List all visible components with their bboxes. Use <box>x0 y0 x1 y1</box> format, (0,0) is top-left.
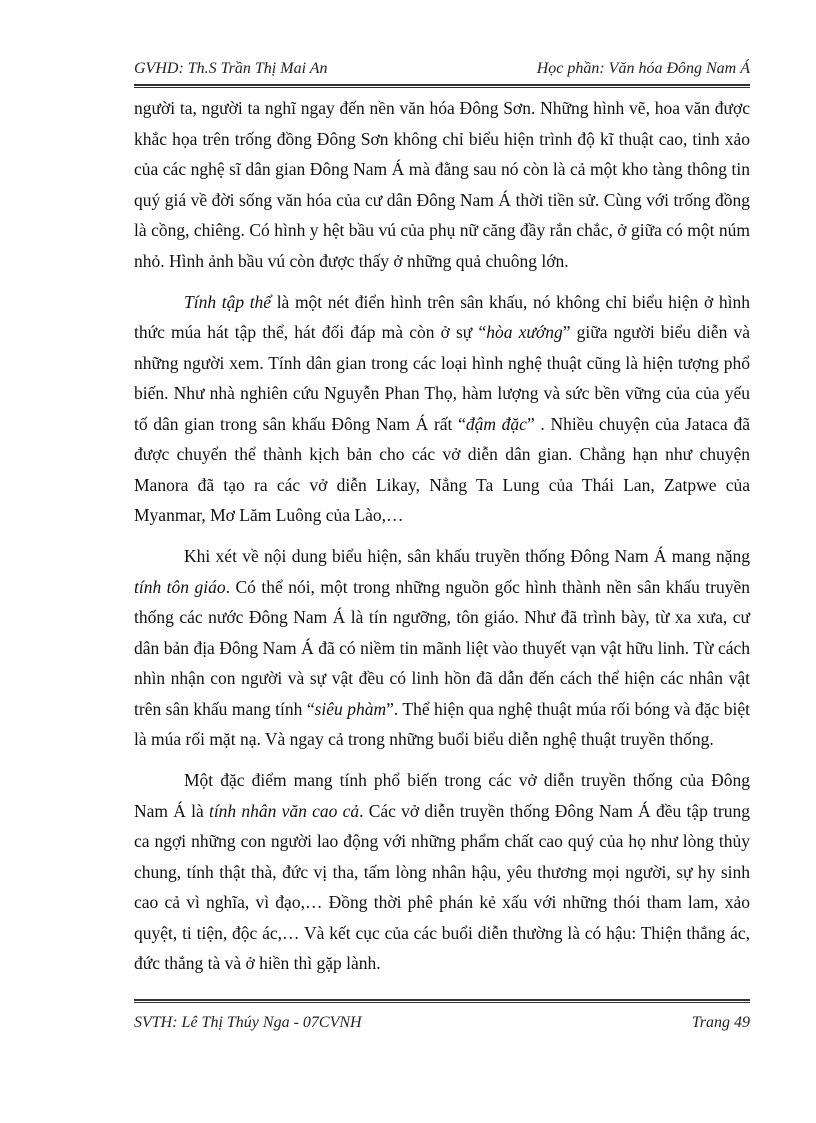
header-rule <box>134 84 750 88</box>
running-footer <box>134 1010 750 1036</box>
page-number: Trang 49 <box>691 1014 750 1031</box>
paragraph-4 <box>134 765 750 979</box>
running-header <box>134 54 750 84</box>
emphasis-text: tính nhân văn cao cả <box>208 800 360 821</box>
paragraph-1 <box>134 93 750 276</box>
emphasis-text: đậm đặc <box>465 413 527 434</box>
paragraph-text: là một nét điển hình trên sân khấu, nó không chỉ biểu hiện ở hình thức múa hát tập thể, hát đối đáp mà còn ở sự “ <box>134 291 750 342</box>
emphasis-text: hòa xướng <box>486 322 563 342</box>
header-course: Học phần: Văn hóa Đông Nam Á <box>536 60 750 77</box>
header-instructor: GVHD: Th.S Trần Thị Mai An <box>134 60 328 77</box>
paragraph-text: ” . Nhiều chuyện của Jataca đã được chuyển thể thành kịch bản cho các vở diễn dân gian. Chẳng hạn như chuyện Manora đã tạo ra các vở diễn Likay, Nẳng Ta Lung của Thái Lan, Zatpwe của Myanmar, Mơ Lăm Luông của Lào,… <box>134 413 751 525</box>
emphasis-text: tính tôn giáo <box>134 576 226 597</box>
paragraph-text: ”. Thể hiện qua nghệ thuật múa rối bóng và đặc biệt là múa rối mặt nạ. Và ngay cả trong những buổi biểu diễn nghệ thuật truyền thống. <box>134 698 750 749</box>
paragraph-text: . Các vở diễn truyền thống Đông Nam Á đều tập trung ca ngợi những con người lao động với những phẩm chất cao quý của họ như lòng thủy chung, tính thật thà, đức vị tha, tấm lòng nhân hậu, yêu thương mọi người, sự hy sinh cao cả vì nghĩa, vì đạo,… Đồng thời phê phán kẻ xấu với những thói tham lam, xảo quyệt, ti tiện, độc ác,… Và kết cục của các buổi diễn thường là có hậu: Thiện thắng ác, đức thắng tà và ở hiền thì gặp lành. <box>134 800 750 973</box>
emphasis-text: siêu phàm <box>314 698 387 719</box>
document-body <box>134 93 750 989</box>
paragraph-text: Một đặc điểm mang tính phổ biến trong các vở diễn truyền thống của Đông Nam Á là <box>134 770 750 821</box>
paragraph-text: người ta, người ta nghĩ ngay đến nền văn hóa Đông Sơn. Những hình vẽ, hoa văn được khắc họa trên trống đồng Đông Sơn không chỉ biểu hiện trình độ kĩ thuật cao, tinh xảo của các nghệ sĩ dân gian Đông Nam Á mà đằng sau nó còn là cả một kho tàng thông tin quý giá về đời sống văn hóa của cư dân Đông Nam Á thời tiền sử. Cùng với trống đồng là cồng, chiêng. Có hình y hệt bầu vú của phụ nữ căng đầy rắn chắc, ở giữa có một núm nhỏ. Hình ảnh bầu vú còn được thấy ở những quả chuông lớn. <box>134 98 750 271</box>
paragraph-text: Khi xét về nội dung biểu hiện, sân khấu truyền thống Đông Nam Á mang nặng <box>184 546 750 566</box>
paragraph-2 <box>134 287 750 531</box>
paragraph-3 <box>134 541 750 755</box>
footer-rule <box>134 999 750 1003</box>
paragraph-text: . Có thể nói, một trong những nguồn gốc hình thành nền sân khấu truyền thống các nước Đông Nam Á là tín ngưỡng, tôn giáo. Như đã trình bày, từ xa xưa, cư dân bản địa Đông Nam Á đã có niềm tin mãnh liệt vào thuyết vạn vật hữu linh. Từ cách nhìn nhận con người và sự vật đều có linh hồn đã dẫn đến cách thể hiện các nhân vật trên sân khấu mang tính “ <box>134 576 750 719</box>
paragraph-text: ” giữa người biểu diễn và những người xem. Tính dân gian trong các loại hình nghệ thuật cũng là hiện tượng phổ biến. Như nhà nghiên cứu Nguyễn Phan Thọ, hàm lượng và sức bền vững của của yếu tố dân gian trong sân khấu Đông Nam Á rất “ <box>134 322 750 434</box>
footer-student: SVTH: Lê Thị Thúy Nga - 07CVNH <box>134 1014 362 1031</box>
emphasis-text: Tính tập thể <box>184 291 272 312</box>
